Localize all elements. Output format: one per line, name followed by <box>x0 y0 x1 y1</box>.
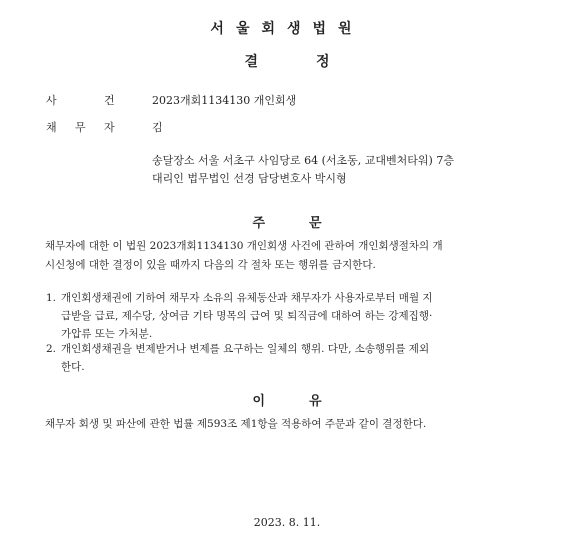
order-item-2 <box>46 340 506 376</box>
case-label: 사 건 <box>46 94 115 107</box>
order-intro-line-1: 채무자에 대한 이 법원 2023개회1134130 개인회생 사건에 관하여 개인회생절차의 개 <box>45 240 443 252</box>
order-intro-line-2: 시신청에 대한 결정이 있을 때까지 다음의 각 절차 또는 행위를 금지한다. <box>45 259 376 271</box>
order-section-title: 주 문 <box>252 216 322 231</box>
order-item-line: 개인회생채권에 기하여 채무자 소유의 유체동산과 채무자가 사용자로부터 매월 지 <box>61 292 433 304</box>
order-item-line: 한다. <box>61 361 85 373</box>
service-address: 송달장소 서울 서초구 사임당로 64 (서초동, 교대벤처타워) 7층 <box>152 154 454 167</box>
court-name: 서울회생법원 <box>210 21 364 37</box>
order-intro <box>45 237 535 275</box>
order-item-1 <box>46 289 506 343</box>
order-item-number: 2. <box>46 343 57 355</box>
document-type-title <box>0 51 574 71</box>
debtor-label: 채 무 자 <box>46 121 115 134</box>
doc-type-char-2: 정 <box>316 54 330 70</box>
legal-agent: 대리인 법무법인 선경 담당변호사 박시형 <box>152 172 347 185</box>
decision-date: 2023. 8. 11. <box>253 516 321 529</box>
order-item-line: 가압류 또는 가처분. <box>61 328 153 340</box>
case-number: 2023개회1134130 개인회생 <box>152 94 297 107</box>
reason-text: 채무자 회생 및 파산에 관한 법률 제593조 제1항을 적용하여 주문과 같이 결정한다. <box>45 418 427 430</box>
doc-type-char-1: 결 <box>244 54 258 70</box>
debtor-name: 김 <box>152 121 163 134</box>
order-item-line: 개인회생채권을 변제받거나 변제를 요구하는 일체의 행위. 다만, 소송행위를 제외 <box>61 343 430 355</box>
order-item-line: 급받을 급료, 제수당, 상여금 기타 명목의 급여 및 퇴직금에 대하여 하는 강제집행· <box>61 310 433 322</box>
order-item-number: 1. <box>46 292 57 304</box>
reason-section-title: 이 유 <box>252 394 322 409</box>
